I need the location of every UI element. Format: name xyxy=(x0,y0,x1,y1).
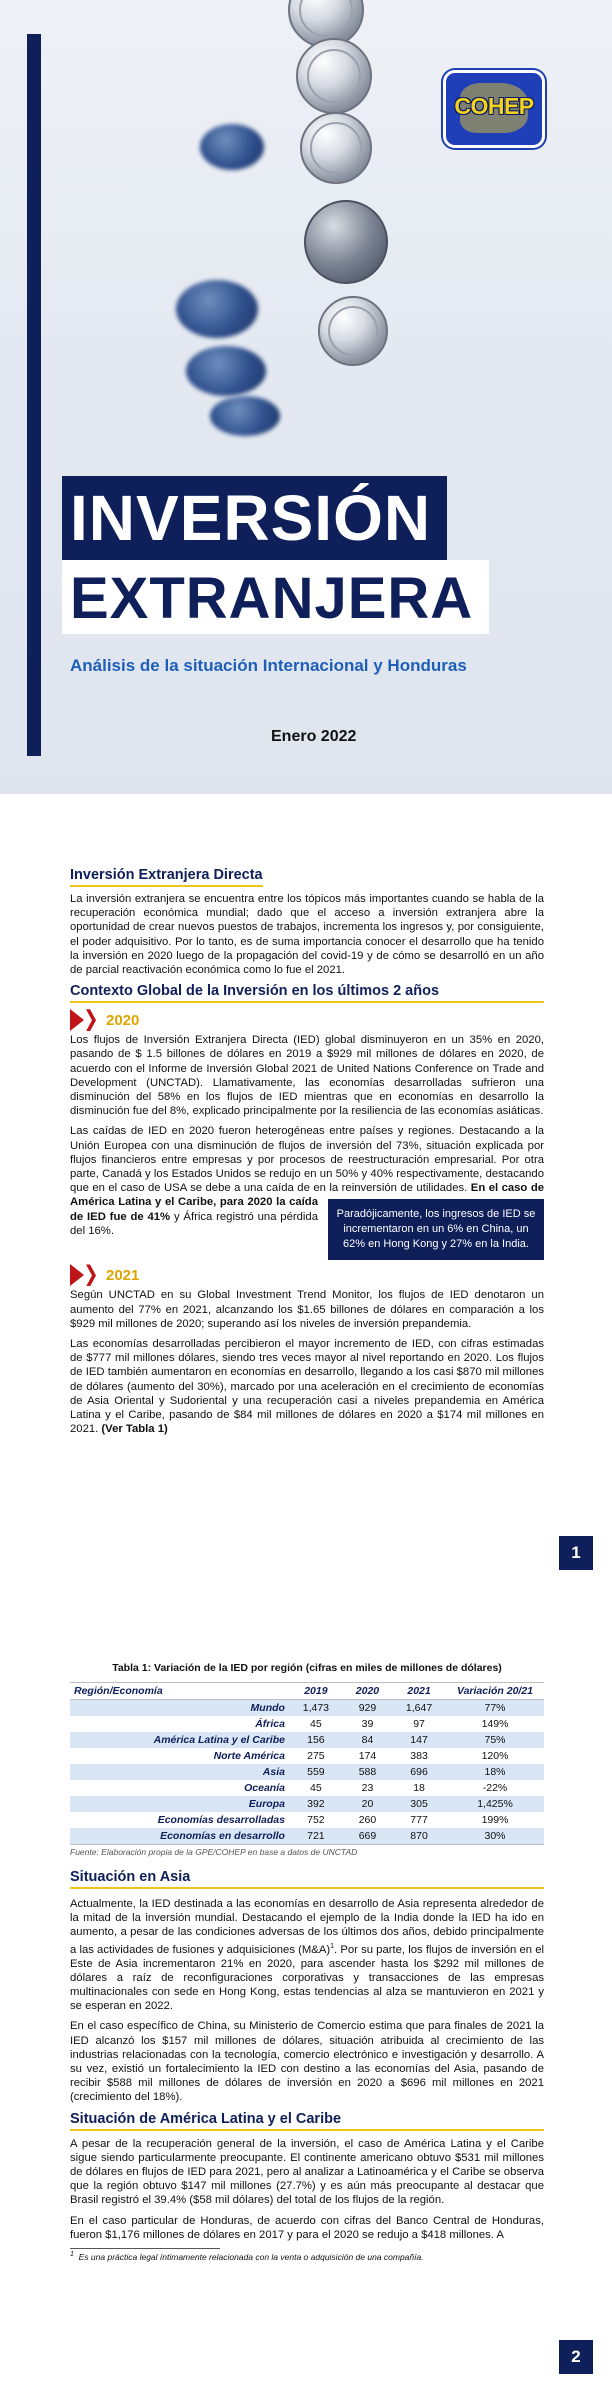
ied-region-table xyxy=(70,1682,544,1845)
cohep-logo: COHEP xyxy=(443,70,545,148)
table-row xyxy=(70,1764,544,1780)
row-label: Mundo xyxy=(70,1700,289,1717)
table-cell: 588 xyxy=(343,1764,392,1780)
table-cell: 18% xyxy=(446,1764,544,1780)
table-cell: 199% xyxy=(481,1814,509,1826)
table-cell: 97 xyxy=(413,1718,425,1730)
paragraph: Los flujos de Inversión Extranjera Directa (IED) global disminuyeron en un 35% en 2020, pasando de $ 1.5 billones de dólares en 2019 a $929 mil millones de dólares en 2020, de acuerdo con el Informe de Inversión Global 2021 de United Nations Conference on Trade and Development (UNCTAD). Llamativamente, las economías desarrolladas sufrieron una disminución del 58% en los flujos de IED mientras que en economías en desarrollo la disminución fue del 8%, explicado principalmente por la resiliencia de las economías asiáticas. xyxy=(70,1034,544,1118)
page-number: 1 xyxy=(559,1536,593,1570)
table-cell: 870 xyxy=(392,1828,446,1845)
coin-icon xyxy=(296,38,372,114)
column-header: 2020 xyxy=(343,1683,392,1700)
year-label: 2021 xyxy=(106,1266,140,1284)
column-header: Región/Economía xyxy=(70,1683,289,1700)
paragraph: La inversión extranjera se encuentra entre los tópicos más importantes cuando se habla de la recuperación económica mundial; dado que el acceso a inversión extranjera abre la oportunidad de crear nuevos puestos de trabajos, incrementa los ingresos y, por consiguiente, el poder adquisitivo. Por lo tanto, es de suma importancia conocer el desarrollo que ha tenido la inversión en 2020 luego de la propagación del covid-19 y de cómo se desarrolló en un año de parcial reactivación económica como lo fue el 2021. xyxy=(70,893,544,977)
table-cell: 84 xyxy=(343,1732,392,1748)
callout-box: Paradójicamente, los ingresos de IED se incrementaron en un 6% en China, un 62% en Hong Kong y 27% en la India. xyxy=(328,1199,544,1260)
table-cell: 120% xyxy=(481,1750,509,1762)
row-label: Economías desarrolladas xyxy=(157,1814,285,1826)
table-cell: 20 xyxy=(343,1796,392,1812)
paragraph: Según UNCTAD en su Global Investment Trend Monitor, los flujos de IED denotaron un aumento del 77% en 2021, alcanzando los $1.65 billones de dólares en comparación a los $929 mil millones de 2020; superando así los niveles de inversión prepandemia. xyxy=(70,1289,544,1330)
table-cell: 1,647 xyxy=(392,1700,446,1717)
section-heading-asia: Situación en Asia xyxy=(70,1869,544,1889)
footnote: $^1$ Es una práctica legal íntimamente relacionada con la venta o adquisición de una compañía. xyxy=(70,2251,424,2262)
row-label: América Latina y el Caribe xyxy=(70,1732,289,1748)
cover-subtitle: Análisis de la situación Internacional y Honduras xyxy=(70,656,467,675)
chevron-right-icon xyxy=(70,1264,84,1286)
year-label: 2020 xyxy=(106,1011,140,1029)
cover xyxy=(0,0,612,794)
table-cell: 929 xyxy=(343,1700,392,1717)
paragraph: En el caso específico de China, su Ministerio de Comercio estima que para finales de 2021 la IED alcanzó los $157 mil millones de dólares, situación atribuida al crecimiento de las industrias relacionadas con la tecnología, comercio electrónico e investigación y desarrollo. A su vez, existió un fortalecimiento la IED con destino a las economías del Asia, pasando de recibir $588 mil millones de dólares de inversión en 2020 a $696 mil millones en 2021 (crecimiento del 18%). xyxy=(70,2020,544,2104)
paragraph-2021-b: Las economías desarrolladas percibieron el mayor incremento de IED, con cifras estimadas de $777 mil millones dólares, siendo tres veces mayor al nivel reportando en 2020. Los flujos de IED también aumentaron en economías en desarrollo, llegando a los casi $870 mil millones de dólares (aumento del 30%), marcado por una aceleración en el crecimiento de economías de Asia Oriental y Sudoriental y una recuperación casi a niveles prepandemia en América Latina y el Caribe, pasando de $84 mil millones de dólares en 2020 a $174 mil millones en 2021. (Ver Tabla 1) xyxy=(70,1338,544,1436)
cover-date: Enero 2022 xyxy=(271,728,357,745)
table-cell: -22% xyxy=(482,1782,508,1794)
table-cell: 1,473 xyxy=(289,1700,343,1717)
coin-icon xyxy=(300,112,372,184)
chevron-right-icon xyxy=(86,1264,96,1286)
table-cell: 156 xyxy=(289,1732,343,1748)
page-2-content xyxy=(70,1662,544,2262)
table-row xyxy=(70,1716,544,1732)
table-row xyxy=(70,1748,544,1764)
table-cell: 18 xyxy=(413,1782,425,1794)
table-cell: 174 xyxy=(358,1750,377,1762)
table-cell: 669 xyxy=(343,1828,392,1845)
table-cell: 260 xyxy=(358,1814,377,1826)
year-marker-2021 xyxy=(70,1264,544,1286)
title-line2: EXTRANJERA xyxy=(62,560,489,634)
section-heading-ied: Inversión Extranjera Directa xyxy=(70,867,263,887)
section-heading-latam: Situación de América Latina y el Caribe xyxy=(70,2111,544,2131)
chevron-right-icon xyxy=(70,1009,84,1031)
table-row xyxy=(70,1796,544,1812)
table-cell: 23 xyxy=(361,1782,374,1794)
table-row xyxy=(70,1700,544,1717)
chevron-right-icon xyxy=(86,1009,96,1031)
paragraph-asia-1: Actualmente, la IED destinada a las economías en desarrollo de Asia representa alrededor de la mitad de la inversión mundial. Destacando el ejemplo de la India donde la IED ha ido en aumento, a pesar de las condiciones adversas de los últimos dos años, debido principalmente a las actividades de fusiones y adquisiciones (M&A)$^1$. Por su parte, los flujos de inversión en el Este de Asia incrementaron 21% en 2020, para ascender hasta los $292 mil millones de dólares a raíz de reconfiguraciones corporativas y transacciones de las empresas multinacionales con sede en Hong Kong, estas tendencias al alza se mantuvieron en 2021 y se esperan en 2022. xyxy=(70,1898,544,2013)
table-cell: 39 xyxy=(361,1718,374,1730)
page-1-content xyxy=(70,866,544,1442)
coin-icon xyxy=(304,200,388,284)
table-cell: 559 xyxy=(289,1764,343,1780)
table-cell: 45 xyxy=(310,1782,322,1794)
footnote-ref: 1 xyxy=(330,1942,335,1950)
page-number: 2 xyxy=(559,2340,593,2374)
row-label: África xyxy=(255,1718,285,1730)
table-row xyxy=(70,1812,544,1828)
row-label: Europa xyxy=(70,1796,289,1812)
table-cell: 721 xyxy=(289,1828,343,1845)
table-cell: 777 xyxy=(410,1814,428,1826)
row-label: Oceanía xyxy=(244,1782,285,1794)
row-label: Economías en desarrollo xyxy=(70,1828,289,1845)
footnote-divider xyxy=(70,2248,220,2249)
title-line1: INVERSIÓN xyxy=(62,476,447,560)
column-header: 2019 xyxy=(289,1683,343,1700)
table-cell: 392 xyxy=(289,1796,343,1812)
table-cell: 696 xyxy=(392,1764,446,1780)
table-row xyxy=(70,1780,544,1796)
table-cell: 45 xyxy=(310,1718,322,1730)
table-cell: 30% xyxy=(446,1828,544,1845)
table-cell: 1,425% xyxy=(446,1796,544,1812)
paragraph-2020-b: Las caídas de IED en 2020 fueron heterogéneas entre países y regiones. Destacando a la Unión Europea con una disminución de flujos de inversión del 73%, situación explicada por flujos financieros entre empresas y por procesos de reestructuración empresarial. Por otra parte, Canadá y los Estados Unidos se redujo en un 50% y 40% respectivamente, destacando que en el caso de USA se debe a una caída de en la reinversión de utilidades. Paradójicamente, los ingresos de IED se incrementaron en un 6% en China, un 62% en Hong Kong y 27% en la India. En el caso de América Latina y el Caribe, para 2020 la caída de IED fue de 41% y África registró una pérdida del 16%. xyxy=(70,1124,544,1238)
column-header: Variación 20/21 xyxy=(446,1683,544,1700)
paragraph: En el caso particular de Honduras, de acuerdo con cifras del Banco Central de Honduras, fueron $1,176 millones de dólares en 2017 y para el 2020 se redujo a $418 millones. A xyxy=(70,2214,544,2241)
table-caption: Tabla 1: Variación de la IED por región (cifras en miles de millones de dólares) xyxy=(112,1662,502,1674)
cover-vertical-bar xyxy=(27,34,41,756)
table-cell: 383 xyxy=(410,1750,428,1762)
table-cell: 149% xyxy=(481,1718,509,1730)
row-label: Norte América xyxy=(213,1750,285,1762)
column-header: 2021 xyxy=(392,1683,446,1700)
coin-icon xyxy=(318,296,388,366)
table-row xyxy=(70,1828,544,1845)
table-cell: 275 xyxy=(307,1750,325,1762)
table-cell: 305 xyxy=(392,1796,446,1812)
table-cell: 147 xyxy=(392,1732,446,1748)
table-row xyxy=(70,1732,544,1748)
table-cell: 752 xyxy=(307,1814,325,1826)
paragraph: A pesar de la recuperación general de la inversión, el caso de América Latina y el Caribe sigue siendo particularmente preocupante. El continente americano obtuvo $531 mil millones de dólares en flujos de IED para 2021, pero al analizar a Latinoamérica y el Caribe se observa que la región obtuvo $147 mil millones (27.7%) y es aún más preocupante al destacar que Brasil registró el 39.4% ($58 mil dólares) del total de los flujos de la región. xyxy=(70,2137,544,2207)
table-cell: 75% xyxy=(446,1732,544,1748)
table-source: Fuente: Elaboración propia de la GPE/COHEP en base a datos de UNCTAD xyxy=(70,1847,358,1857)
section-heading-contexto: Contexto Global de la Inversión en los últimos 2 años xyxy=(70,983,544,1003)
row-label: Asia xyxy=(70,1764,289,1780)
table-cell: 77% xyxy=(446,1700,544,1717)
year-marker-2020 xyxy=(70,1009,544,1031)
